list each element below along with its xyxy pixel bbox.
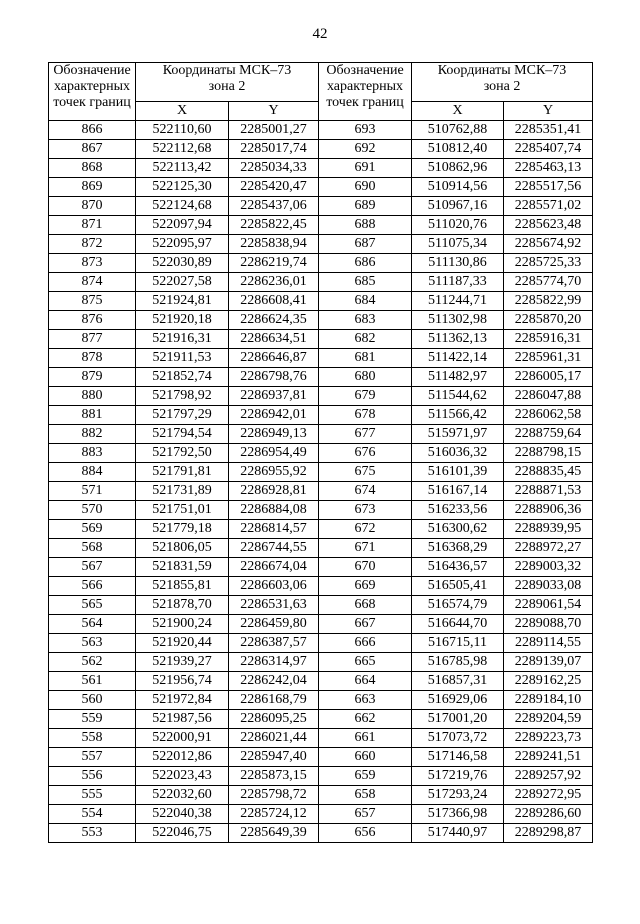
y-coordinate-left: 2286168,79 xyxy=(229,691,319,710)
y-coordinate-left: 2286459,80 xyxy=(229,615,319,634)
y-coordinate-left: 2286242,04 xyxy=(229,672,319,691)
x-coordinate-right: 511075,34 xyxy=(412,235,504,254)
point-id-right: 668 xyxy=(319,596,412,615)
x-coordinate-left: 521731,89 xyxy=(136,482,229,501)
table-row xyxy=(49,121,593,140)
y-coordinate-left: 2286928,81 xyxy=(229,482,319,501)
y-coordinate-right: 2285916,31 xyxy=(504,330,593,349)
point-id-right: 660 xyxy=(319,748,412,767)
point-id-left: 570 xyxy=(49,501,136,520)
x-coordinate-right: 517440,97 xyxy=(412,824,504,843)
coords-header-line: Координаты МСК–73 xyxy=(162,63,292,78)
x-coordinate-left: 521855,81 xyxy=(136,577,229,596)
point-id-left: 567 xyxy=(49,558,136,577)
y-coordinate-left: 2286937,81 xyxy=(229,387,319,406)
point-id-left: 880 xyxy=(49,387,136,406)
point-id-right: 687 xyxy=(319,235,412,254)
table-row xyxy=(49,387,593,406)
point-id-left: 884 xyxy=(49,463,136,482)
point-id-left: 874 xyxy=(49,273,136,292)
x-coordinate-left: 522124,68 xyxy=(136,197,229,216)
y-coordinate-left: 2286674,04 xyxy=(229,558,319,577)
y-coordinate-right: 2289298,87 xyxy=(504,824,593,843)
point-id-left: 554 xyxy=(49,805,136,824)
point-id-right: 675 xyxy=(319,463,412,482)
y-coordinate-left: 2285724,12 xyxy=(229,805,319,824)
y-coordinate-left: 2285798,72 xyxy=(229,786,319,805)
x-coordinate-right: 516300,62 xyxy=(412,520,504,539)
point-id-right: 684 xyxy=(319,292,412,311)
x-coordinate-left: 522097,94 xyxy=(136,216,229,235)
y-coordinate-left: 2286942,01 xyxy=(229,406,319,425)
y-coordinate-left: 2285649,39 xyxy=(229,824,319,843)
y-coordinate-left: 2285822,45 xyxy=(229,216,319,235)
x-coordinate-right: 516857,31 xyxy=(412,672,504,691)
x-coordinate-right: 517073,72 xyxy=(412,729,504,748)
point-id-right: 680 xyxy=(319,368,412,387)
y-coordinate-right: 2285463,13 xyxy=(504,159,593,178)
point-id-right: 658 xyxy=(319,786,412,805)
y-coordinate-right: 2288871,53 xyxy=(504,482,593,501)
y-coordinate-right: 2285623,48 xyxy=(504,216,593,235)
x-coordinate-left: 521791,81 xyxy=(136,463,229,482)
designation-header-line: характерных xyxy=(326,79,404,94)
point-id-right: 656 xyxy=(319,824,412,843)
y-coordinate-left: 2286021,44 xyxy=(229,729,319,748)
x-coordinate-left: 522125,30 xyxy=(136,178,229,197)
x-coordinate-left: 521956,74 xyxy=(136,672,229,691)
y-coordinate-right: 2285571,02 xyxy=(504,197,593,216)
x-coordinate-right: 517001,20 xyxy=(412,710,504,729)
y-coordinate-left: 2286387,57 xyxy=(229,634,319,653)
table-row xyxy=(49,482,593,501)
y-coordinate-right: 2289061,54 xyxy=(504,596,593,615)
x-coordinate-left: 522012,86 xyxy=(136,748,229,767)
y-coordinate-left: 2286608,41 xyxy=(229,292,319,311)
designation-header-line: характерных xyxy=(53,79,131,94)
x-coordinate-left: 521972,84 xyxy=(136,691,229,710)
x-coordinate-left: 521779,18 xyxy=(136,520,229,539)
x-coordinate-right: 511362,13 xyxy=(412,330,504,349)
point-id-right: 670 xyxy=(319,558,412,577)
y-coordinate-left: 2286531,63 xyxy=(229,596,319,615)
page-number: 42 xyxy=(312,26,328,42)
table-row xyxy=(49,615,593,634)
y-coordinate-right: 2289241,51 xyxy=(504,748,593,767)
table-row xyxy=(49,159,593,178)
x-coordinate-right: 511244,71 xyxy=(412,292,504,311)
y-coordinate-right: 2288798,15 xyxy=(504,444,593,463)
point-id-right: 671 xyxy=(319,539,412,558)
point-id-left: 571 xyxy=(49,482,136,501)
table-row xyxy=(49,349,593,368)
x-coordinate-left: 522023,43 xyxy=(136,767,229,786)
y-coordinate-left: 2285873,15 xyxy=(229,767,319,786)
x-coordinate-right: 511566,42 xyxy=(412,406,504,425)
x-coordinate-left: 521911,53 xyxy=(136,349,229,368)
point-id-right: 657 xyxy=(319,805,412,824)
table-row xyxy=(49,672,593,691)
point-id-left: 559 xyxy=(49,710,136,729)
point-id-left: 563 xyxy=(49,634,136,653)
y-coordinate-left: 2286634,51 xyxy=(229,330,319,349)
table-row xyxy=(49,558,593,577)
x-coordinate-left: 521792,50 xyxy=(136,444,229,463)
table-row xyxy=(49,577,593,596)
point-id-left: 866 xyxy=(49,121,136,140)
x-coordinate-right: 516101,39 xyxy=(412,463,504,482)
y-coordinate-right: 2289204,59 xyxy=(504,710,593,729)
y-coordinate-right: 2285774,70 xyxy=(504,273,593,292)
point-id-right: 659 xyxy=(319,767,412,786)
coords-header-line: зона 2 xyxy=(208,79,246,94)
table-row xyxy=(49,539,593,558)
table-row xyxy=(49,463,593,482)
table-row xyxy=(49,729,593,748)
point-id-right: 683 xyxy=(319,311,412,330)
point-id-right: 681 xyxy=(319,349,412,368)
y-coordinate-right: 2285517,56 xyxy=(504,178,593,197)
table-body xyxy=(49,121,593,843)
y-coordinate-left: 2286744,55 xyxy=(229,539,319,558)
x-coordinate-left: 521798,92 xyxy=(136,387,229,406)
coords-header-right xyxy=(412,63,593,102)
x-coordinate-right: 516036,32 xyxy=(412,444,504,463)
point-id-right: 692 xyxy=(319,140,412,159)
coords-header-line: Координаты МСК–73 xyxy=(437,63,567,78)
y-coordinate-right: 2285407,74 xyxy=(504,140,593,159)
y-coordinate-right: 2286062,58 xyxy=(504,406,593,425)
x-coordinate-right: 516436,57 xyxy=(412,558,504,577)
x-coordinate-left: 521900,24 xyxy=(136,615,229,634)
point-id-left: 877 xyxy=(49,330,136,349)
x-coordinate-right: 516785,98 xyxy=(412,653,504,672)
table-row xyxy=(49,425,593,444)
x-coordinate-right: 516368,29 xyxy=(412,539,504,558)
point-id-right: 691 xyxy=(319,159,412,178)
point-id-left: 873 xyxy=(49,254,136,273)
y-coordinate-right: 2289272,95 xyxy=(504,786,593,805)
coords-header-line: зона 2 xyxy=(483,79,521,94)
y-coordinate-left: 2285420,47 xyxy=(229,178,319,197)
x-column-header-left: X xyxy=(136,102,229,121)
y-coordinate-left: 2286884,08 xyxy=(229,501,319,520)
point-id-left: 560 xyxy=(49,691,136,710)
x-coordinate-right: 516644,70 xyxy=(412,615,504,634)
x-coordinate-left: 521920,18 xyxy=(136,311,229,330)
x-coordinate-right: 516233,56 xyxy=(412,501,504,520)
y-coordinate-right: 2289114,55 xyxy=(504,634,593,653)
x-coordinate-left: 521939,27 xyxy=(136,653,229,672)
point-id-right: 674 xyxy=(319,482,412,501)
x-coordinate-left: 522032,60 xyxy=(136,786,229,805)
x-coordinate-left: 521924,81 xyxy=(136,292,229,311)
x-coordinate-left: 522000,91 xyxy=(136,729,229,748)
y-coordinate-right: 2288835,45 xyxy=(504,463,593,482)
point-id-right: 688 xyxy=(319,216,412,235)
point-id-left: 565 xyxy=(49,596,136,615)
y-coordinate-right: 2289033,08 xyxy=(504,577,593,596)
point-id-right: 672 xyxy=(319,520,412,539)
x-coordinate-right: 511130,86 xyxy=(412,254,504,273)
designation-header-line: точек границ xyxy=(53,95,131,110)
x-coordinate-right: 516929,06 xyxy=(412,691,504,710)
y-coordinate-right: 2286047,88 xyxy=(504,387,593,406)
x-coordinate-left: 521794,54 xyxy=(136,425,229,444)
point-id-right: 661 xyxy=(319,729,412,748)
y-coordinate-right: 2288939,95 xyxy=(504,520,593,539)
y-coordinate-right: 2289139,07 xyxy=(504,653,593,672)
y-coordinate-left: 2286955,92 xyxy=(229,463,319,482)
point-id-right: 666 xyxy=(319,634,412,653)
x-coordinate-left: 522110,60 xyxy=(136,121,229,140)
coordinates-table xyxy=(48,62,593,843)
x-coordinate-left: 521878,70 xyxy=(136,596,229,615)
point-id-left: 876 xyxy=(49,311,136,330)
point-id-left: 556 xyxy=(49,767,136,786)
point-id-left: 879 xyxy=(49,368,136,387)
x-coordinate-left: 521806,05 xyxy=(136,539,229,558)
point-id-left: 878 xyxy=(49,349,136,368)
designation-header-line: Обозначение xyxy=(53,63,131,78)
x-coordinate-right: 510862,96 xyxy=(412,159,504,178)
point-id-right: 677 xyxy=(319,425,412,444)
y-coordinate-right: 2285961,31 xyxy=(504,349,593,368)
x-coordinate-left: 521751,01 xyxy=(136,501,229,520)
y-coordinate-right: 2285351,41 xyxy=(504,121,593,140)
table-row xyxy=(49,748,593,767)
point-id-left: 867 xyxy=(49,140,136,159)
point-id-left: 883 xyxy=(49,444,136,463)
y-coordinate-right: 2285822,99 xyxy=(504,292,593,311)
point-id-right: 667 xyxy=(319,615,412,634)
y-coordinate-left: 2286236,01 xyxy=(229,273,319,292)
x-coordinate-left: 522027,58 xyxy=(136,273,229,292)
point-id-left: 875 xyxy=(49,292,136,311)
designation-header-line: Обозначение xyxy=(326,63,404,78)
point-id-left: 564 xyxy=(49,615,136,634)
x-coordinate-left: 521831,59 xyxy=(136,558,229,577)
designation-header-left xyxy=(49,63,136,121)
x-coordinate-right: 516574,79 xyxy=(412,596,504,615)
y-coordinate-left: 2285947,40 xyxy=(229,748,319,767)
point-id-right: 663 xyxy=(319,691,412,710)
table-row xyxy=(49,786,593,805)
x-coordinate-left: 521797,29 xyxy=(136,406,229,425)
point-id-left: 553 xyxy=(49,824,136,843)
y-coordinate-left: 2285001,27 xyxy=(229,121,319,140)
point-id-right: 679 xyxy=(319,387,412,406)
point-id-left: 871 xyxy=(49,216,136,235)
table-row xyxy=(49,824,593,843)
x-coordinate-left: 521916,31 xyxy=(136,330,229,349)
table-row xyxy=(49,767,593,786)
y-coordinate-right: 2285870,20 xyxy=(504,311,593,330)
point-id-right: 662 xyxy=(319,710,412,729)
table-row xyxy=(49,235,593,254)
x-coordinate-left: 522040,38 xyxy=(136,805,229,824)
y-coordinate-left: 2286954,49 xyxy=(229,444,319,463)
x-coordinate-right: 515971,97 xyxy=(412,425,504,444)
y-coordinate-right: 2289003,32 xyxy=(504,558,593,577)
table-row xyxy=(49,444,593,463)
y-coordinate-left: 2286798,76 xyxy=(229,368,319,387)
point-id-left: 569 xyxy=(49,520,136,539)
point-id-right: 682 xyxy=(319,330,412,349)
x-coordinate-right: 511482,97 xyxy=(412,368,504,387)
x-coordinate-left: 522095,97 xyxy=(136,235,229,254)
y-coordinate-right: 2289223,73 xyxy=(504,729,593,748)
designation-header-right xyxy=(319,63,412,121)
point-id-right: 673 xyxy=(319,501,412,520)
x-coordinate-right: 511422,14 xyxy=(412,349,504,368)
table-row xyxy=(49,596,593,615)
x-coordinate-right: 511302,98 xyxy=(412,311,504,330)
table-row xyxy=(49,710,593,729)
point-id-left: 557 xyxy=(49,748,136,767)
point-id-left: 568 xyxy=(49,539,136,558)
x-coordinate-right: 510812,40 xyxy=(412,140,504,159)
table-row xyxy=(49,178,593,197)
y-column-header-right: Y xyxy=(504,102,593,121)
table-row xyxy=(49,501,593,520)
y-coordinate-right: 2288972,27 xyxy=(504,539,593,558)
table-row xyxy=(49,311,593,330)
x-coordinate-left: 522112,68 xyxy=(136,140,229,159)
y-coordinate-left: 2286314,97 xyxy=(229,653,319,672)
table-row xyxy=(49,406,593,425)
point-id-left: 558 xyxy=(49,729,136,748)
table-row xyxy=(49,140,593,159)
x-coordinate-right: 517366,98 xyxy=(412,805,504,824)
point-id-right: 669 xyxy=(319,577,412,596)
y-coordinate-right: 2288906,36 xyxy=(504,501,593,520)
x-coordinate-right: 517146,58 xyxy=(412,748,504,767)
x-coordinate-right: 510762,88 xyxy=(412,121,504,140)
point-id-left: 555 xyxy=(49,786,136,805)
y-coordinate-left: 2286603,06 xyxy=(229,577,319,596)
y-coordinate-right: 2289257,92 xyxy=(504,767,593,786)
y-coordinate-right: 2285674,92 xyxy=(504,235,593,254)
x-coordinate-left: 521987,56 xyxy=(136,710,229,729)
point-id-left: 561 xyxy=(49,672,136,691)
table-row xyxy=(49,330,593,349)
point-id-right: 690 xyxy=(319,178,412,197)
table-row xyxy=(49,368,593,387)
x-coordinate-right: 516167,14 xyxy=(412,482,504,501)
point-id-right: 676 xyxy=(319,444,412,463)
y-coordinate-right: 2289162,25 xyxy=(504,672,593,691)
y-coordinate-right: 2288759,64 xyxy=(504,425,593,444)
y-coordinate-left: 2286624,35 xyxy=(229,311,319,330)
x-coordinate-right: 516505,41 xyxy=(412,577,504,596)
y-coordinate-left: 2285034,33 xyxy=(229,159,319,178)
x-coordinate-right: 517293,24 xyxy=(412,786,504,805)
point-id-right: 685 xyxy=(319,273,412,292)
point-id-left: 868 xyxy=(49,159,136,178)
table-row xyxy=(49,292,593,311)
y-coordinate-left: 2286219,74 xyxy=(229,254,319,273)
x-coordinate-right: 516715,11 xyxy=(412,634,504,653)
y-coordinate-left: 2286646,87 xyxy=(229,349,319,368)
point-id-right: 665 xyxy=(319,653,412,672)
y-coordinate-right: 2289286,60 xyxy=(504,805,593,824)
y-coordinate-right: 2289088,70 xyxy=(504,615,593,634)
x-coordinate-left: 522030,89 xyxy=(136,254,229,273)
x-column-header-right: X xyxy=(412,102,504,121)
point-id-left: 872 xyxy=(49,235,136,254)
point-id-right: 693 xyxy=(319,121,412,140)
x-coordinate-left: 522046,75 xyxy=(136,824,229,843)
table-row xyxy=(49,197,593,216)
x-coordinate-right: 510967,16 xyxy=(412,197,504,216)
table-row xyxy=(49,653,593,672)
point-id-right: 686 xyxy=(319,254,412,273)
point-id-left: 870 xyxy=(49,197,136,216)
table-header xyxy=(49,63,593,121)
table-row xyxy=(49,520,593,539)
x-coordinate-left: 522113,42 xyxy=(136,159,229,178)
y-coordinate-right: 2289184,10 xyxy=(504,691,593,710)
table-row xyxy=(49,273,593,292)
designation-header-line: точек границ xyxy=(326,95,404,110)
point-id-right: 678 xyxy=(319,406,412,425)
point-id-left: 566 xyxy=(49,577,136,596)
coords-header-left xyxy=(136,63,319,102)
x-coordinate-right: 511020,76 xyxy=(412,216,504,235)
y-coordinate-left: 2285017,74 xyxy=(229,140,319,159)
point-id-right: 664 xyxy=(319,672,412,691)
table-row xyxy=(49,691,593,710)
table-row xyxy=(49,634,593,653)
y-coordinate-left: 2285838,94 xyxy=(229,235,319,254)
y-coordinate-left: 2286949,13 xyxy=(229,425,319,444)
table-row xyxy=(49,254,593,273)
x-coordinate-right: 511544,62 xyxy=(412,387,504,406)
point-id-right: 689 xyxy=(319,197,412,216)
table-row xyxy=(49,805,593,824)
x-coordinate-right: 511187,33 xyxy=(412,273,504,292)
x-coordinate-right: 510914,56 xyxy=(412,178,504,197)
y-coordinate-left: 2285437,06 xyxy=(229,197,319,216)
point-id-left: 882 xyxy=(49,425,136,444)
y-column-header-left: Y xyxy=(229,102,319,121)
y-coordinate-right: 2285725,33 xyxy=(504,254,593,273)
point-id-left: 869 xyxy=(49,178,136,197)
point-id-left: 562 xyxy=(49,653,136,672)
x-coordinate-right: 517219,76 xyxy=(412,767,504,786)
y-coordinate-right: 2286005,17 xyxy=(504,368,593,387)
y-coordinate-left: 2286814,57 xyxy=(229,520,319,539)
table-row xyxy=(49,216,593,235)
point-id-left: 881 xyxy=(49,406,136,425)
x-coordinate-left: 521920,44 xyxy=(136,634,229,653)
y-coordinate-left: 2286095,25 xyxy=(229,710,319,729)
x-coordinate-left: 521852,74 xyxy=(136,368,229,387)
